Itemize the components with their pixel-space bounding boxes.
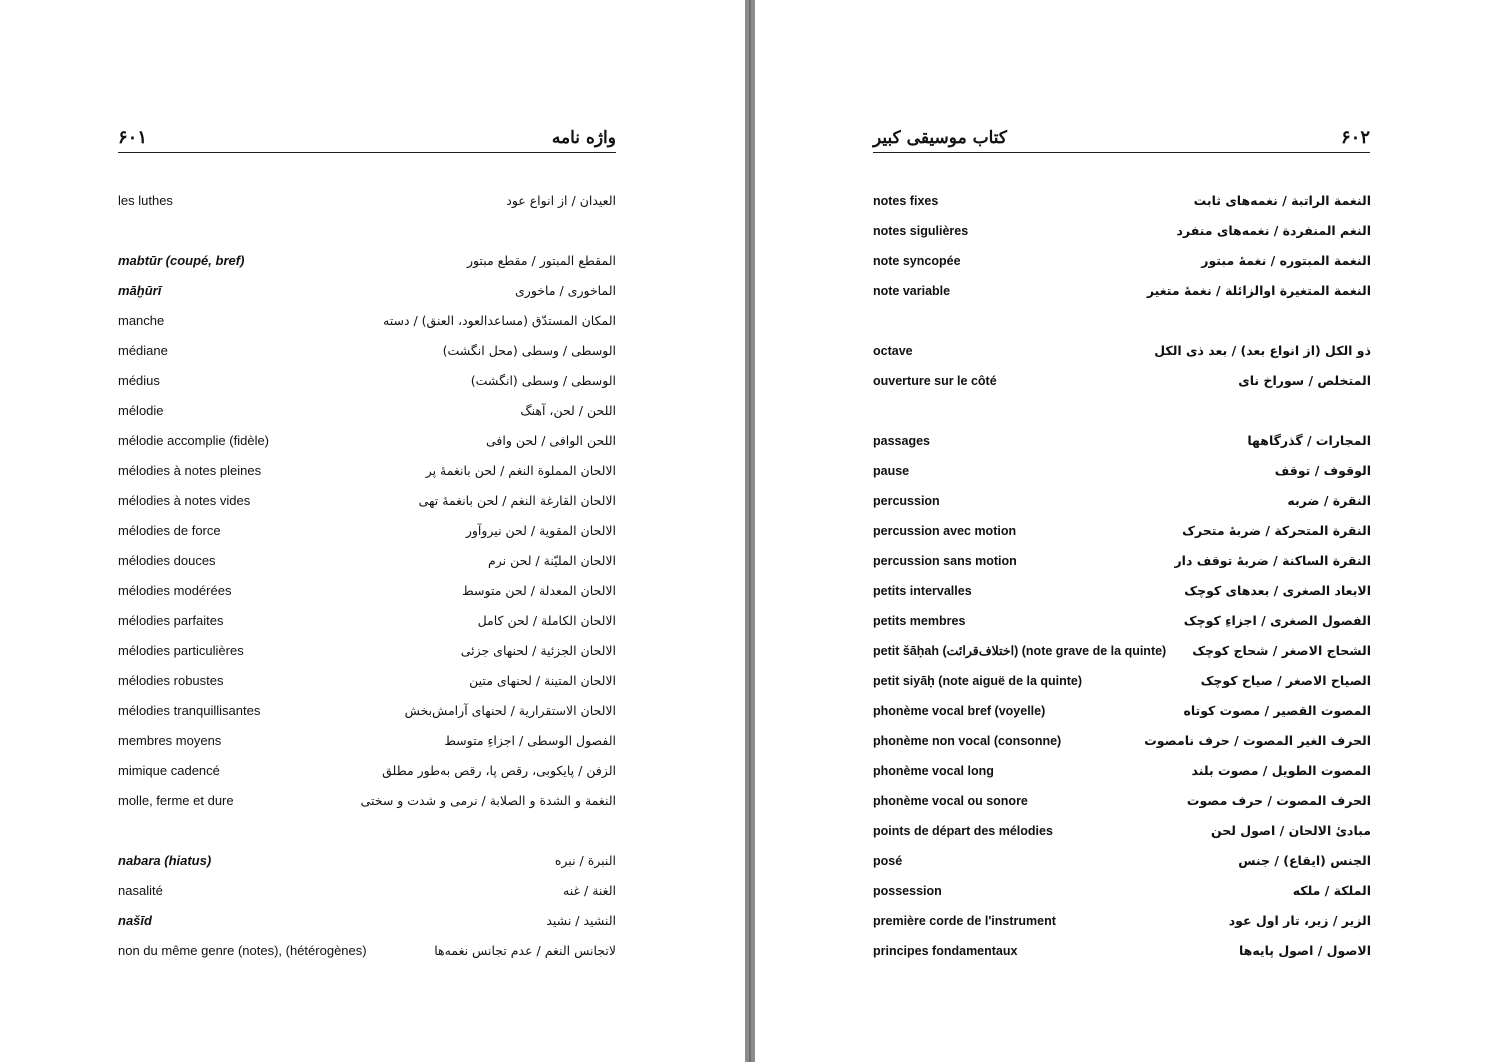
glossary-entry bbox=[118, 906, 616, 936]
french-term: petits intervalles bbox=[873, 584, 972, 598]
left-page-header bbox=[118, 122, 616, 153]
glossary-entry bbox=[873, 666, 1371, 696]
french-term: nasalité bbox=[118, 883, 163, 898]
arabic-persian-term: النغمة الراتبة / نغمه‌های ثابت bbox=[1193, 193, 1371, 208]
arabic-persian-term: الوسطی / وسطی (محل انگشت) bbox=[442, 343, 616, 358]
glossary-entry bbox=[118, 726, 616, 756]
arabic-persian-term: النغم المنفردة / نغمه‌های منفرد bbox=[1176, 223, 1371, 238]
section-gap bbox=[873, 306, 1371, 336]
arabic-persian-term: النقرة المتحرکة / ضربهٔ متحرک bbox=[1182, 523, 1371, 538]
french-term: mélodie bbox=[118, 403, 164, 418]
french-term: mélodies de force bbox=[118, 523, 221, 538]
glossary-entry bbox=[873, 726, 1371, 756]
arabic-persian-term: مبادیٔ الالحان / اصول لحن bbox=[1210, 823, 1371, 838]
arabic-persian-term: الالحان الجزئیة / لحنهای جزئی bbox=[460, 643, 616, 658]
right-page bbox=[755, 0, 1503, 1062]
glossary-entry bbox=[873, 186, 1371, 216]
glossary-entry bbox=[118, 396, 616, 426]
arabic-persian-term: الالحان المقویة / لحن نیروآور bbox=[465, 523, 616, 538]
glossary-entry bbox=[118, 276, 616, 306]
arabic-persian-term: لاتجانس النغم / عدم تجانس نغمه‌ها bbox=[434, 943, 616, 958]
glossary-entry bbox=[118, 606, 616, 636]
french-term: mélodies particulières bbox=[118, 643, 244, 658]
french-term: mabtūr (coupé, bref) bbox=[118, 253, 245, 268]
arabic-persian-term: المقطع المبتور / مقطع مبتور bbox=[466, 253, 616, 268]
glossary-entry bbox=[873, 486, 1371, 516]
french-term: mélodies à notes vides bbox=[118, 493, 251, 508]
arabic-persian-term: الاصول / اصول پایه‌ها bbox=[1238, 943, 1371, 958]
arabic-persian-term: الابعاد الصغری / بعدهای کوچک bbox=[1184, 583, 1371, 598]
arabic-persian-term: الحرف المصوت / حرف مصوت bbox=[1186, 793, 1371, 808]
french-term: māḫūrī bbox=[118, 283, 162, 298]
french-term: membres moyens bbox=[118, 733, 222, 748]
french-term: note variable bbox=[873, 284, 951, 298]
arabic-persian-term: الزفن / پایکوبی، رقص پا، رقص به‌طور مطلق bbox=[382, 763, 616, 778]
glossary-entry bbox=[873, 696, 1371, 726]
glossary-entry bbox=[118, 306, 616, 336]
glossary-entries bbox=[873, 186, 1371, 966]
section-gap bbox=[118, 216, 616, 246]
glossary-entry bbox=[118, 426, 616, 456]
running-title: کتاب موسیقی کبیر bbox=[873, 128, 1008, 148]
french-term: phonème non vocal (consonne) bbox=[873, 734, 1062, 748]
glossary-entry bbox=[118, 576, 616, 606]
glossary-entry bbox=[873, 456, 1371, 486]
french-term: petit šāḥah (اختلاف‌قرائت) (note grave de la quinte) bbox=[873, 644, 1167, 658]
french-term: mélodies tranquillisantes bbox=[118, 703, 261, 718]
glossary-entry bbox=[873, 276, 1371, 306]
glossary-entry bbox=[873, 816, 1371, 846]
arabic-persian-term: الالحان الاستقراریة / لحنهای آرامش‌بخش bbox=[404, 703, 616, 718]
french-term: nabara (hiatus) bbox=[118, 853, 212, 868]
arabic-persian-term: النغمة و الشدة و الصلابة / نرمی و شدت و سختی bbox=[360, 793, 616, 808]
arabic-persian-term: الحرف الغیر المصوت / حرف نامصوت bbox=[1144, 733, 1371, 748]
french-term: les luthes bbox=[118, 193, 173, 208]
glossary-entry bbox=[873, 366, 1371, 396]
french-term: phonème vocal long bbox=[873, 764, 994, 778]
arabic-persian-term: النقرة الساکنة / ضربهٔ توقف دار bbox=[1174, 553, 1371, 568]
arabic-persian-term: النبرة / نبره bbox=[554, 853, 616, 868]
french-term: médius bbox=[118, 373, 160, 388]
arabic-persian-term: الالحان المتینة / لحنهای متین bbox=[469, 673, 616, 688]
glossary-entry bbox=[873, 846, 1371, 876]
arabic-persian-term: الماخوری / ماخوری bbox=[515, 283, 616, 298]
glossary-entry bbox=[118, 846, 616, 876]
glossary-entry bbox=[873, 606, 1371, 636]
glossary-entry bbox=[873, 426, 1371, 456]
arabic-persian-term: الصیاح الاصغر / صیاح کوچک bbox=[1200, 673, 1371, 688]
french-term: médiane bbox=[118, 343, 168, 358]
french-term: phonème vocal bref (voyelle) bbox=[873, 704, 1046, 718]
glossary-entry bbox=[873, 786, 1371, 816]
glossary-entry bbox=[873, 756, 1371, 786]
glossary-entry bbox=[873, 636, 1371, 666]
french-term: mélodies douces bbox=[118, 553, 216, 568]
glossary-entry bbox=[118, 756, 616, 786]
section-gap bbox=[873, 396, 1371, 426]
french-term: molle, ferme et dure bbox=[118, 793, 234, 808]
french-term: principes fondamentaux bbox=[873, 944, 1018, 958]
arabic-persian-term: الفصول الوسطی / اجزاءِ متوسط bbox=[444, 733, 616, 748]
french-term: mélodie accomplie (fidèle) bbox=[118, 433, 270, 448]
book-spine-line bbox=[749, 0, 751, 1062]
french-term: našīd bbox=[118, 913, 152, 928]
arabic-persian-term: المصوت الطویل / مصوت بلند bbox=[1191, 763, 1371, 778]
french-term: passages bbox=[873, 434, 930, 448]
glossary-entry bbox=[873, 936, 1371, 966]
arabic-persian-term: الالحان القارغة النغم / لحن بانغمهٔ تهی bbox=[418, 493, 616, 508]
french-term: octave bbox=[873, 344, 913, 358]
french-term: possession bbox=[873, 884, 942, 898]
left-page bbox=[0, 0, 745, 1062]
arabic-persian-term: المتخلص / سوراخ نای bbox=[1238, 373, 1371, 388]
arabic-persian-term: المکان المستدّق (مساعدالعود، العنق) / دسته bbox=[383, 313, 616, 328]
glossary-entry bbox=[873, 246, 1371, 276]
french-term: note syncopée bbox=[873, 254, 961, 268]
arabic-persian-term: المجارات / گذرگاهها bbox=[1247, 433, 1371, 448]
glossary-entry bbox=[118, 366, 616, 396]
glossary-entries bbox=[118, 186, 616, 966]
arabic-persian-term: الالحان الکاملة / لحن کامل bbox=[477, 613, 616, 628]
glossary-entry bbox=[873, 576, 1371, 606]
french-term: posé bbox=[873, 854, 903, 868]
glossary-entry bbox=[118, 546, 616, 576]
arabic-persian-term: ذو الکل (از انواع بعد) / بعد ذی الکل bbox=[1154, 343, 1371, 358]
french-term: manche bbox=[118, 313, 165, 328]
glossary-entry bbox=[118, 936, 616, 966]
glossary-entry bbox=[873, 516, 1371, 546]
french-term: mélodies parfaites bbox=[118, 613, 224, 628]
french-term: notes sigulières bbox=[873, 224, 969, 238]
glossary-entry bbox=[873, 906, 1371, 936]
french-term: ouverture sur le côté bbox=[873, 374, 997, 388]
french-term: percussion bbox=[873, 494, 940, 508]
glossary-entry bbox=[118, 456, 616, 486]
french-term: mélodies modérées bbox=[118, 583, 232, 598]
french-term: percussion avec motion bbox=[873, 524, 1017, 538]
arabic-persian-term: الملکة / ملکه bbox=[1292, 883, 1371, 898]
arabic-persian-term: الجنس (ایقاع) / جنس bbox=[1238, 853, 1371, 868]
glossary-entry bbox=[118, 786, 616, 816]
glossary-entry bbox=[118, 666, 616, 696]
arabic-persian-term: الوقوف / توقف bbox=[1274, 463, 1371, 478]
arabic-persian-term: النشید / نشید bbox=[546, 913, 616, 928]
glossary-entry bbox=[873, 546, 1371, 576]
french-term: pause bbox=[873, 464, 910, 478]
glossary-entry bbox=[118, 486, 616, 516]
arabic-persian-term: الالحان المملوة النغم / لحن بانغمهٔ پر bbox=[425, 463, 616, 478]
arabic-persian-term: النقرة / ضربه bbox=[1287, 493, 1371, 508]
french-term: notes fixes bbox=[873, 194, 939, 208]
french-term: percussion sans motion bbox=[873, 554, 1017, 568]
glossary-entry bbox=[118, 246, 616, 276]
arabic-persian-term: الشحاج الاصغر / شحاج کوچک bbox=[1192, 643, 1371, 658]
french-term: petits membres bbox=[873, 614, 966, 628]
french-term: non du même genre (notes), (hétérogènes) bbox=[118, 943, 367, 958]
arabic-persian-term: المصوت القصیر / مصوت کوتاه bbox=[1183, 703, 1371, 718]
page-number: ۶۰۱ bbox=[118, 127, 148, 148]
glossary-entry bbox=[873, 876, 1371, 906]
right-page-header bbox=[873, 122, 1370, 153]
section-gap bbox=[118, 816, 616, 846]
arabic-persian-term: النغمة المبتوره / نغمهٔ مبتور bbox=[1201, 253, 1371, 268]
french-term: mélodies robustes bbox=[118, 673, 224, 688]
glossary-entry bbox=[118, 876, 616, 906]
running-title: واژه نامه bbox=[551, 128, 616, 148]
arabic-persian-term: الالحان المعدلة / لحن متوسط bbox=[462, 583, 616, 598]
french-term: première corde de l'instrument bbox=[873, 914, 1056, 928]
french-term: mélodies à notes pleines bbox=[118, 463, 262, 478]
glossary-entry bbox=[118, 516, 616, 546]
arabic-persian-term: اللحن الوافی / لحن وافی bbox=[485, 433, 616, 448]
arabic-persian-term: الوسطی / وسطی (انگشت) bbox=[470, 373, 616, 388]
arabic-persian-term: الغنة / غنه bbox=[563, 883, 616, 898]
arabic-persian-term: الفصول الصغری / اجزاءِ کوچک bbox=[1183, 613, 1371, 628]
glossary-entry bbox=[118, 186, 616, 216]
arabic-persian-term: العیدان / از انواع عود bbox=[506, 193, 616, 208]
arabic-persian-term: الالحان الملیّنة / لحن نرم bbox=[488, 553, 616, 568]
arabic-persian-term: النغمة المتغیرة اوالزائلة / نغمهٔ متغیر bbox=[1146, 283, 1371, 298]
page-number: ۶۰۲ bbox=[1340, 127, 1370, 148]
glossary-entry bbox=[873, 216, 1371, 246]
arabic-persian-term: الزیر / زیر، تار اول عود bbox=[1228, 913, 1371, 928]
arabic-persian-term: اللحن / لحن، آهنگ bbox=[520, 403, 616, 418]
glossary-entry bbox=[118, 636, 616, 666]
glossary-entry bbox=[118, 336, 616, 366]
glossary-entry bbox=[118, 696, 616, 726]
glossary-entry bbox=[873, 336, 1371, 366]
french-term: points de départ des mélodies bbox=[873, 824, 1053, 838]
french-term: mimique cadencé bbox=[118, 763, 220, 778]
french-term: petit siyāḥ (note aiguë de la quinte) bbox=[873, 674, 1083, 688]
french-term: phonème vocal ou sonore bbox=[873, 794, 1028, 808]
